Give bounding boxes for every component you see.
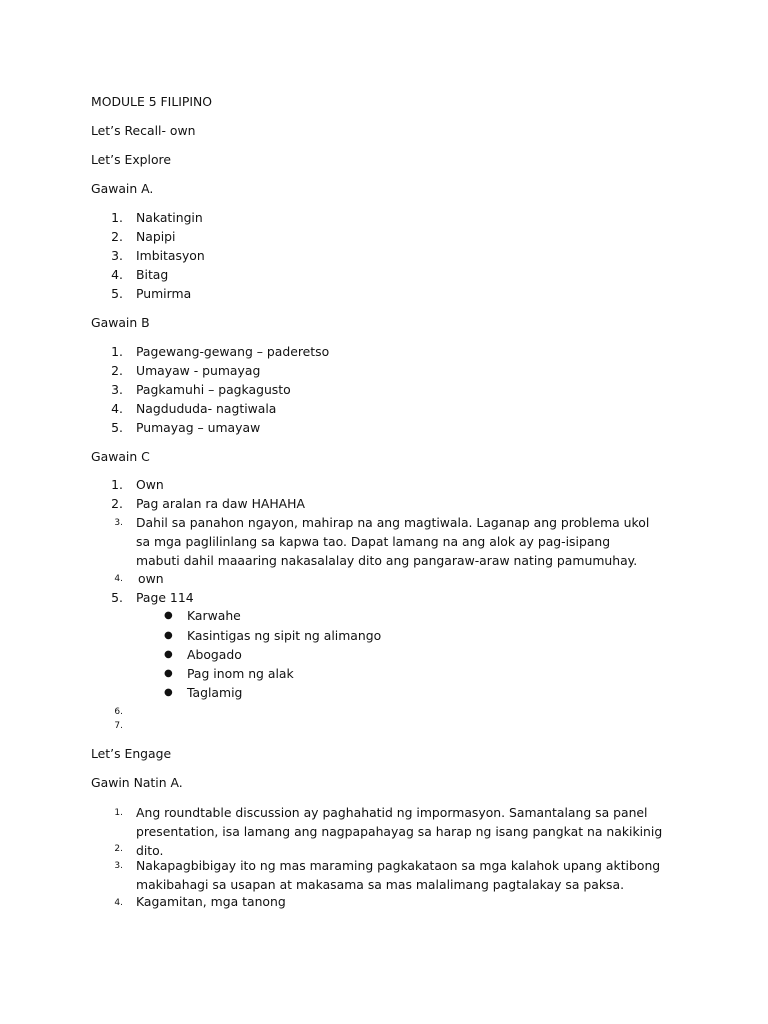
- lets-recall-line: Let’s Recall- own: [91, 123, 196, 138]
- list-item: Pag aralan ra daw HAHAHA: [136, 496, 305, 511]
- list-number: 5.: [111, 590, 123, 605]
- list-item: Own: [136, 477, 164, 492]
- list-item: Pumirma: [136, 286, 192, 301]
- list-number: 7.: [114, 721, 123, 731]
- list-number: 3.: [114, 518, 123, 528]
- bullet-icon: ●: [164, 630, 173, 641]
- list-number: 4.: [114, 574, 123, 584]
- list-item: Umayaw - pumayag: [136, 363, 261, 378]
- list-item: Imbitasyon: [136, 248, 205, 263]
- list-item-paragraph: Nakapagbibigay ito ng mas maraming pagkakataon sa mga kalahok upang aktibong makibahagi sa usapan at makasama sa mas malalimang pagtalakay sa paksa.: [136, 858, 661, 892]
- list-number: 5.: [111, 286, 123, 301]
- gawain-a-heading: Gawain A.: [91, 181, 154, 196]
- list-item: own: [138, 571, 164, 586]
- list-number: 2.: [111, 363, 123, 378]
- bullet-icon: ●: [164, 668, 173, 679]
- list-number: 4.: [114, 898, 123, 908]
- list-number: 1.: [114, 808, 123, 818]
- list-number: 6.: [114, 707, 123, 717]
- gawain-b-heading: Gawain B: [91, 315, 150, 330]
- bullet-icon: ●: [164, 610, 173, 621]
- gawain-c-heading: Gawain C: [91, 449, 150, 464]
- document-title: MODULE 5 FILIPINO: [91, 94, 213, 109]
- list-number: 1.: [111, 344, 123, 359]
- bullet-item: Karwahe: [187, 608, 241, 623]
- list-item: Pumayag – umayaw: [136, 420, 261, 435]
- list-number: 3.: [114, 861, 123, 871]
- list-item: Nagdududa- nagtiwala: [136, 401, 277, 416]
- list-item: Page 114: [136, 590, 194, 605]
- list-number: 4.: [111, 401, 123, 416]
- list-number: 5.: [111, 420, 123, 435]
- lets-engage-heading: Let’s Engage: [91, 746, 172, 761]
- bullet-item: Kasintigas ng sipit ng alimango: [187, 628, 382, 643]
- list-number: 1.: [111, 477, 123, 492]
- bullet-icon: ●: [164, 649, 173, 660]
- list-item: Pagkamuhi – pagkagusto: [136, 382, 291, 397]
- list-item: Napipi: [136, 229, 176, 244]
- list-number: 3.: [111, 382, 123, 397]
- bullet-item: Abogado: [187, 647, 242, 662]
- list-number: 4.: [111, 267, 123, 282]
- bullet-icon: ●: [164, 687, 173, 698]
- bullet-item: Taglamig: [187, 685, 243, 700]
- list-item: Nakatingin: [136, 210, 203, 225]
- list-number: 1.: [111, 210, 123, 225]
- list-item: Kagamitan, mga tanong: [136, 894, 286, 909]
- list-item-paragraph: Dahil sa panahon ngayon, mahirap na ang magtiwala. Laganap ang problema ukol sa mga paglilinlang sa kapwa tao. Dapat lamang na ang alok ay pag-isipang mabuti dahil maaaring nakasalalay dito ang pangaraw-araw nating pamumuhay.: [136, 515, 650, 568]
- list-number: 3.: [111, 248, 123, 263]
- lets-explore-heading: Let’s Explore: [91, 152, 171, 167]
- list-item-paragraph: Ang roundtable discussion ay paghahatid ng impormasyon. Samantalang sa panel presentation, isa lamang ang nagpapahayag sa harap ng isang pangkat na nakikinig dito.: [136, 805, 663, 858]
- bullet-item: Pag inom ng alak: [187, 666, 294, 681]
- list-item: Bitag: [136, 267, 169, 282]
- list-number: 2.: [111, 229, 123, 244]
- list-item: Pagewang-gewang – paderetso: [136, 344, 330, 359]
- list-number: 2.: [111, 496, 123, 511]
- list-number: 2.: [114, 844, 123, 854]
- gawin-natin-a-heading: Gawin Natin A.: [91, 775, 183, 790]
